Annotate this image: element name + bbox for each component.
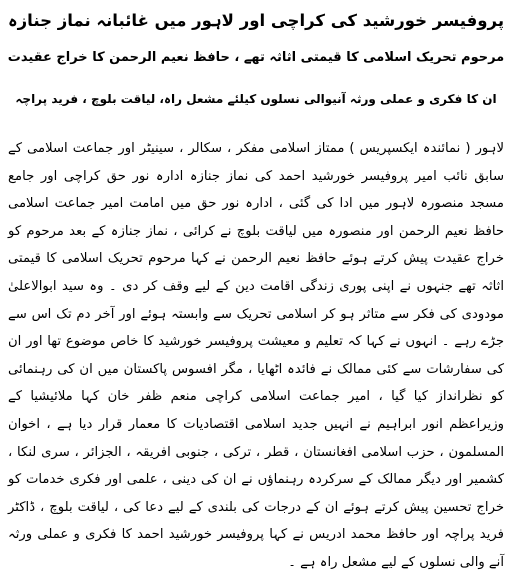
article-body: لاہور ( نمائندہ ایکسپریس ) ممتاز اسلامی مفکر ، سکالر ، سینیٹر اور جماعت اسلامی کے سابق نائب امیر پروفیسر خورشید احمد کی نماز جنازہ ادارہ نور حق کراچی اور جامع مسجد منصورہ لاہور میں ادا کی گئی ، ادارہ نور حق میں امامت امیر جماعت اسلامی حافظ نعیم الرحمن اور منصورہ میں لیاقت بلوچ نے کرائی ، نماز جنازہ کے بعد مرحوم کو خراج عقیدت پیش کرتے ہوئے حافظ نعیم الرحمن نے کہا مرحوم تحریک اسلامی کا قیمتی اثاثہ تھے جنہوں نے اپنی پوری زندگی اقامت دین کے لیے وقف کر دی ۔ وہ سید ابوالاعلیٰ مودودی کی فکر سے متاثر ہو کر اسلامی تحریک سے وابستہ ہوئے اور آخر دم تک اس سے جڑے رہے ۔ انہوں نے کہا کہ تعلیم و معیشت پروفیسر خورشید کا خاص موضوع تھا اور ان کی سفارشات سے کئی ممالک نے فائدہ اٹھایا ، مگر افسوس پاکستان میں ان کی رہنمائی کو نظرانداز کیا گیا ، امیر جماعت اسلامی کراچی منعم ظفر خان کہا ملائیشیا کے وزیراعظم انور ابراہیم نے انہیں جدید اسلامی اقتصادیات کا معمار قرار دیا ہے ، اخوان المسلمون ، حزب اسلامی افغانستان ، قطر ، ترکی ، جنوبی افریقہ ، الجزائر ، سری لنکا ، کشمیر اور دیگر ممالک کے سرکردہ رہنماؤں نے ان کی دینی ، علمی اور فکری خدمات کو خراج تحسین پیش کرتے ہوئے ان کے درجات کی بلندی کے لیے دعا کی ، لیاقت بلوچ ، ڈاکٹر فرید پراچہ اور حافظ محمد ادریس نے کہا پروفیسر خورشید احمد کا فکری و عملی ورثہ آنے والی نسلوں کے لیے مشعل راہ ہے ۔	[8, 141, 504, 570]
headline-sub-2: ان کا فکری و عملی ورثہ آنیوالی نسلوں کیلئے مشعل راہ، لیاقت بلوچ ، فرید پراچہ	[15, 92, 497, 106]
headline-main: پروفیسر خورشید کی کراچی اور لاہور میں غائبانہ نماز جنازہ	[7, 11, 505, 30]
headline-sub-1: مرحوم تحریک اسلامی کا قیمتی اثاثہ تھے ، حافظ نعیم الرحمن کا خراج عقیدت	[7, 50, 505, 65]
